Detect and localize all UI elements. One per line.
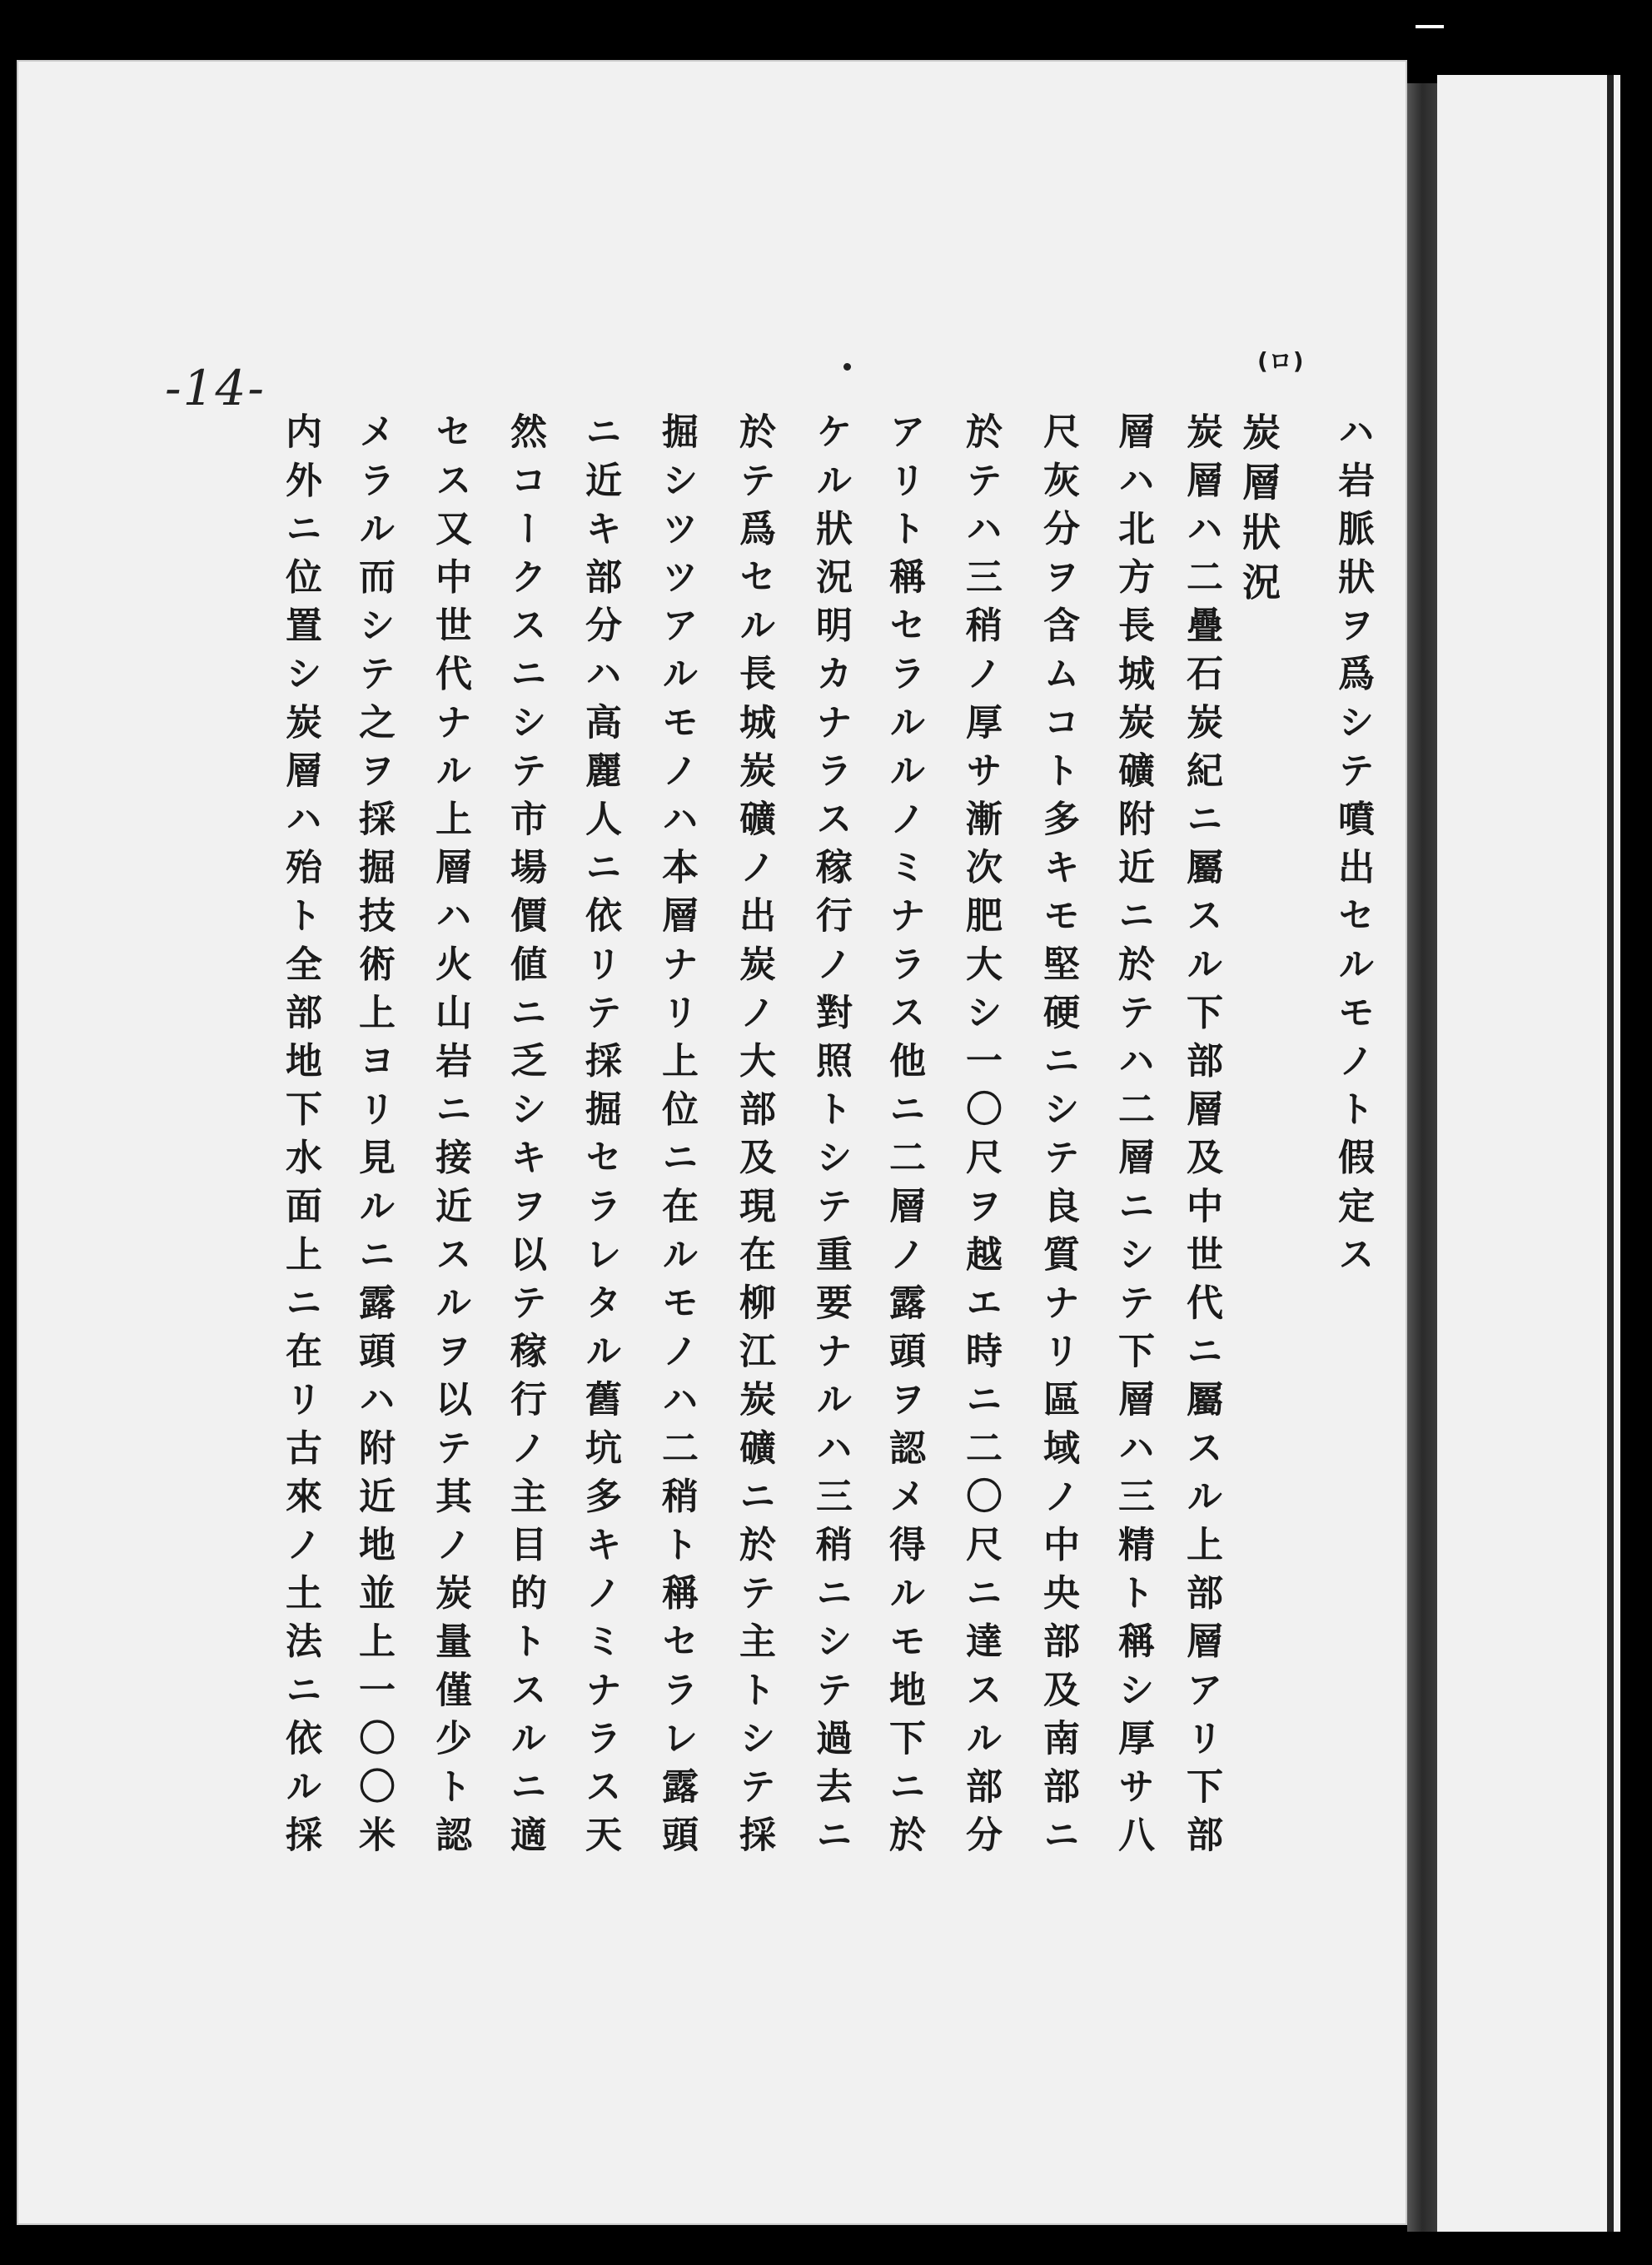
text-column-9: 掘シツツアルモノハ本層ナリ上位ニ在ルモノハ二稍ト稱セラレ露頭 [655, 412, 698, 1864]
text-column-12: セス又中世代ナル上層ハ火山岩ニ接近スルヲ以テ其ノ炭量僅少ト認 [429, 412, 471, 1864]
text-column-3: 層ハ北方長城炭礦附近ニ於テハ二層ニシテ下層ハ三精ト稱シ厚サ八 [1112, 412, 1154, 1864]
text-column-14: 内外ニ位置シ炭層ハ殆ト全部地下水面上ニ在リ古來ノ土法ニ依ル採 [279, 412, 321, 1864]
text-column-7: ケル狀況明カナラス稼行ノ對照トシテ重要ナルハ三稍ニシテ過去ニ [809, 412, 852, 1864]
text-column-8: 於テ爲セル長城炭礦ノ出炭ノ大部及現在柳江炭礦ニ於テ主トシテ採 [733, 412, 775, 1864]
text-column-10: ニ近キ部分ハ高麗人ニ依リテ採掘セラレタル舊坑多キノミナラス天 [579, 412, 621, 1864]
scan-mark [1416, 25, 1444, 28]
text-column-2: 炭層ハ二疊石炭紀ニ屬スル下部層及中世代ニ屬スル上部層アリ下部 [1180, 412, 1222, 1864]
text-column-1: ハ岩脈狀ヲ爲シテ噴出セルモノト假定ス [1331, 412, 1374, 1283]
ink-dot [843, 363, 851, 371]
book-binding [1407, 83, 1437, 2232]
adjacent-page-edge [1437, 75, 1620, 2232]
text-column-13: メラル而シテ之ヲ採掘技術上ヨリ見ルニ露頭ハ附近地並上一〇〇米 [352, 412, 395, 1864]
section-title: 炭層狀況 [1237, 412, 1281, 612]
text-column-4: 尺灰分ヲ含ムコト多キモ堅硬ニシテ良質ナリ區域ノ中央部及南部ニ [1037, 412, 1079, 1864]
scan-border [1607, 75, 1614, 2232]
page-number: -14- [165, 360, 266, 416]
text-column-6: アリト稱セラルルノミナラス他ニ二層ノ露頭ヲ認メ得ルモ地下ニ於 [883, 412, 925, 1864]
section-marker: (ロ) [1257, 347, 1305, 375]
text-column-5: 於テハ三稍ノ厚サ漸次肥大シ一〇尺ヲ越エ時ニ二〇尺ニ達スル部分 [959, 412, 1002, 1864]
text-column-11: 然コークスニシテ市場價値ニ乏シキヲ以テ稼行ノ主目的トスルニ適 [504, 412, 546, 1864]
